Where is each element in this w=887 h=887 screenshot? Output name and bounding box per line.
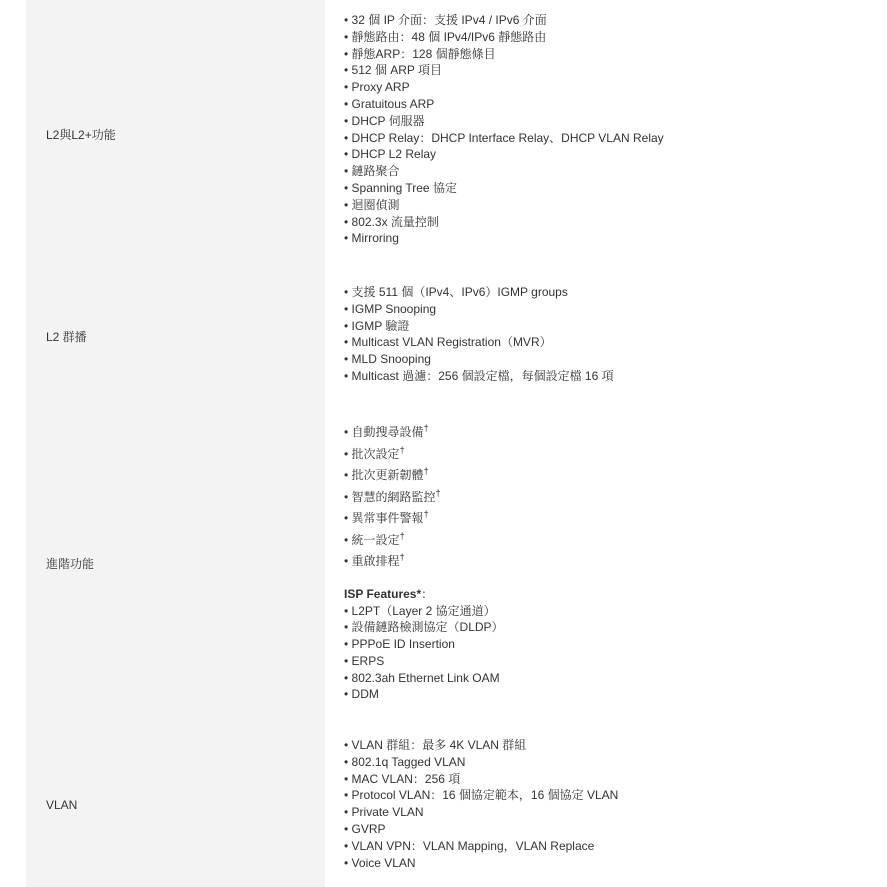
dagger-mark: † — [423, 466, 429, 476]
feature-list — [344, 12, 862, 247]
list-item: • DDM — [344, 686, 862, 703]
list-item: • Multicast 過濾：256 個設定檔，每個設定檔 16 項 — [344, 368, 862, 385]
list-item: • 802.1q Tagged VLAN — [344, 754, 862, 771]
list-item: • L2PT（Layer 2 協定通道） — [344, 603, 862, 620]
spec-row-advanced — [26, 404, 862, 722]
isp-feature-list — [344, 603, 862, 704]
list-item: • 靜態路由：48 個 IPv4/IPv6 靜態路由 — [344, 29, 862, 46]
list-item: • ERPS — [344, 653, 862, 670]
list-item: • 異常事件警報† — [344, 508, 862, 530]
dagger-mark: † — [399, 530, 405, 541]
list-item: • VLAN 群組：最多 4K VLAN 群組 — [344, 737, 862, 754]
spec-row-l2-multicast — [26, 268, 862, 404]
dagger-mark: † — [399, 552, 405, 562]
list-item: • MLD Snooping — [344, 351, 862, 368]
list-item: • 設備鏈路檢測協定（DLDP） — [344, 619, 862, 636]
list-item: • DHCP 伺服器 — [344, 113, 862, 130]
dagger-mark: † — [399, 444, 405, 455]
row-label: L2 群播 — [46, 329, 87, 344]
list-item: • 批次設定† — [344, 444, 862, 466]
row-label: L2與L2+功能 — [46, 127, 116, 142]
list-item: • 802.3ah Ethernet Link OAM — [344, 670, 862, 687]
list-item: • Mirroring — [344, 230, 862, 247]
list-item: • DHCP L2 Relay — [344, 146, 862, 163]
list-item: • 靜態ARP：128 個靜態條目 — [344, 46, 862, 63]
list-item: • 重啟排程† — [344, 551, 862, 573]
list-item: • Multicast VLAN Registration（MVR） — [344, 334, 862, 351]
list-item: • DHCP Relay：DHCP Interface Relay、DHCP VLAN Relay — [344, 130, 862, 147]
row-value — [325, 404, 862, 722]
row-label: 進階功能 — [46, 556, 95, 571]
list-item: • 統一設定† — [344, 530, 862, 552]
dagger-mark: † — [435, 487, 441, 498]
list-item: • Protocol VLAN：16 個協定範本，16 個協定 VLAN — [344, 787, 862, 804]
spec-table — [26, 0, 862, 887]
list-item: • MAC VLAN：256 項 — [344, 771, 862, 788]
row-value — [325, 0, 862, 268]
list-item: • GVRP — [344, 821, 862, 838]
list-item: • 智慧的網路監控† — [344, 487, 862, 509]
list-item: • 鏈路聚合 — [344, 163, 862, 180]
row-label: VLAN — [46, 797, 78, 812]
list-item: • Voice VLAN — [344, 855, 862, 872]
list-item: • Proxy ARP — [344, 79, 862, 96]
feature-list — [344, 737, 862, 871]
list-item: • 自動搜尋設備† — [344, 422, 862, 444]
row-value — [325, 268, 862, 404]
list-item: • IGMP 驗證 — [344, 318, 862, 335]
list-item: • Private VLAN — [344, 804, 862, 821]
list-item: • 32 個 IP 介面：支援 IPv4 / IPv6 介面 — [344, 12, 862, 29]
list-item: • Gratuitous ARP — [344, 96, 862, 113]
dagger-mark: † — [423, 423, 429, 433]
list-item: • VLAN VPN：VLAN Mapping，VLAN Replace — [344, 838, 862, 855]
list-item: • 迴圈偵測 — [344, 197, 862, 214]
list-item: • 512 個 ARP 項目 — [344, 62, 862, 79]
spec-row-l2 — [26, 0, 862, 268]
feature-list — [344, 284, 862, 385]
list-item: • Spanning Tree 協定 — [344, 180, 862, 197]
list-item: • 支援 511 個（IPv4、IPv6）IGMP groups — [344, 284, 862, 301]
feature-list — [344, 422, 862, 573]
list-item: • 802.3x 流量控制 — [344, 214, 862, 231]
list-item: • IGMP Snooping — [344, 301, 862, 318]
row-value — [325, 722, 862, 887]
spec-row-vlan — [26, 722, 862, 887]
list-item: • PPPoE ID Insertion — [344, 636, 862, 653]
list-item: • 批次更新韌體† — [344, 465, 862, 487]
dagger-mark: † — [423, 509, 429, 519]
isp-features-heading: ISP Features*： — [344, 586, 434, 601]
